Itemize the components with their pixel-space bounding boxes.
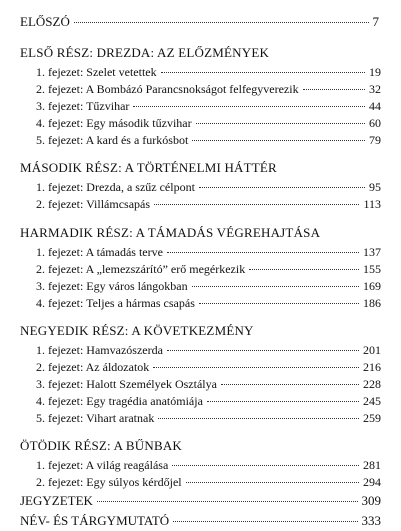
toc-entry: [36, 343, 381, 357]
toc-entry: [36, 411, 381, 425]
toc-entry-label: 3. fejezet: Tűzvihar: [36, 99, 130, 113]
toc-page-number: 294: [363, 475, 381, 489]
toc-entry-label: 4. fejezet: Egy tragédia anatómiája: [36, 394, 203, 408]
toc-page-number: 44: [369, 99, 381, 113]
toc-entry-label: 5. fejezet: Vihart aratnak: [36, 411, 155, 425]
dot-leader: [154, 203, 359, 205]
toc-entry: [36, 279, 381, 293]
toc-entry-label: 4. fejezet: Egy második tűzvihar: [36, 116, 192, 130]
toc-entry: [36, 133, 381, 147]
toc-entry: [36, 65, 381, 79]
toc-page-number: 201: [363, 343, 381, 357]
toc-page-number: 60: [369, 116, 381, 130]
toc-page-number: 155: [363, 262, 381, 276]
toc-entry: [36, 262, 381, 276]
toc-page-number: 333: [361, 513, 381, 528]
dot-leader: [158, 417, 359, 419]
part-heading-1: ELSŐ RÉSZ: DREZDA: AZ ELŐZMÉNYEK: [20, 45, 270, 60]
toc-entry: [36, 360, 381, 374]
dot-leader: [167, 349, 359, 351]
toc-entry: [36, 197, 381, 211]
toc-page-number: 216: [363, 360, 381, 374]
toc-entry: [36, 475, 381, 489]
toc-entry: [36, 377, 381, 391]
dot-leader: [207, 400, 359, 402]
toc-entry: [36, 245, 381, 259]
toc-entry-label: 2. fejezet: Egy súlyos kérdőjel: [36, 475, 182, 489]
toc-page-number: 186: [363, 296, 381, 310]
toc-entry-label: 2. fejezet: Villámcsapás: [36, 197, 151, 211]
toc-entry-label: NÉV- ÉS TÁRGYMUTATÓ: [20, 513, 170, 528]
toc-entry: [36, 99, 381, 113]
toc-entry: [36, 296, 381, 310]
toc-entry-label: 1. fejezet: A világ reagálása: [36, 458, 169, 472]
dot-leader: [153, 366, 359, 368]
toc-entry-label: JEGYZETEK: [20, 493, 93, 508]
dot-leader: [199, 186, 365, 188]
toc-entry-label: 3. fejezet: Halott Személyek Osztálya: [36, 377, 217, 391]
toc-entry-label: 5. fejezet: A kard és a furkósbot: [36, 133, 189, 147]
toc-entry-label: ELŐSZÓ: [20, 14, 70, 29]
toc-page-number: 32: [369, 82, 381, 96]
toc-entry-label: 3. fejezet: Egy város lángokban: [36, 279, 188, 293]
toc-page-number: 228: [363, 377, 381, 391]
toc-entry: [36, 116, 381, 130]
toc-entry-label: 1. fejezet: Drezda, a szűz célpont: [36, 180, 195, 194]
toc-page-number: 309: [361, 493, 381, 508]
toc-entry-label: 1. fejezet: Szelet vetettek: [36, 65, 157, 79]
toc-page-number: 137: [363, 245, 381, 259]
toc-entry-label: 2. fejezet: Az áldozatok: [36, 360, 150, 374]
toc-entry: [36, 82, 381, 96]
toc-page-number: 113: [363, 197, 381, 211]
dot-leader: [192, 285, 359, 287]
toc-entry: [36, 180, 381, 194]
toc-page-number: 79: [369, 133, 381, 147]
toc-entry: [36, 394, 381, 408]
part-heading-2: MÁSODIK RÉSZ: A TÖRTÉNELMI HÁTTÉR: [20, 160, 277, 175]
toc-page-number: 19: [369, 65, 381, 79]
toc-entry-label: 2. fejezet: A Bombázó Parancsnokságot felfegyverezik: [36, 82, 299, 96]
toc-page-number: 169: [363, 279, 381, 293]
dot-leader: [196, 122, 365, 124]
toc-page-number: 245: [363, 394, 381, 408]
toc-page-number: 7: [372, 14, 379, 29]
dot-leader: [173, 520, 357, 522]
toc-entry: [36, 458, 381, 472]
part-heading-5: ÖTÖDIK RÉSZ: A BŰNBAK: [20, 438, 183, 453]
part-heading-3: HARMADIK RÉSZ: A TÁMADÁS VÉGREHAJTÁSA: [20, 225, 321, 240]
toc-page-number: 259: [363, 411, 381, 425]
toc-entry-label: 4. fejezet: Teljes a hármas csapás: [36, 296, 195, 310]
part-heading-4: NEGYEDIK RÉSZ: A KÖVETKEZMÉNY: [20, 323, 254, 338]
toc-entry-label: 1. fejezet: Hamvazószerda: [36, 343, 163, 357]
toc-entry-mutato: [20, 514, 381, 528]
dot-leader: [133, 105, 365, 107]
toc-page-number: 95: [369, 180, 381, 194]
toc-page-number: 281: [363, 458, 381, 472]
toc-entry-jegyzetek: [20, 494, 381, 508]
toc-entry-label: 2. fejezet: A „lemezszárító” erő megérkezik: [36, 262, 246, 276]
dot-leader: [74, 21, 369, 23]
dot-leader: [186, 481, 359, 483]
dot-leader: [192, 139, 365, 141]
dot-leader: [167, 251, 359, 253]
toc-entry-eloszo: [20, 15, 379, 29]
dot-leader: [161, 71, 365, 73]
dot-leader: [97, 500, 358, 502]
toc-entry-label: 1. fejezet: A támadás terve: [36, 245, 163, 259]
dot-leader: [199, 302, 359, 304]
dot-leader: [303, 88, 365, 90]
dot-leader: [221, 383, 359, 385]
dot-leader: [249, 268, 359, 270]
dot-leader: [172, 464, 359, 466]
